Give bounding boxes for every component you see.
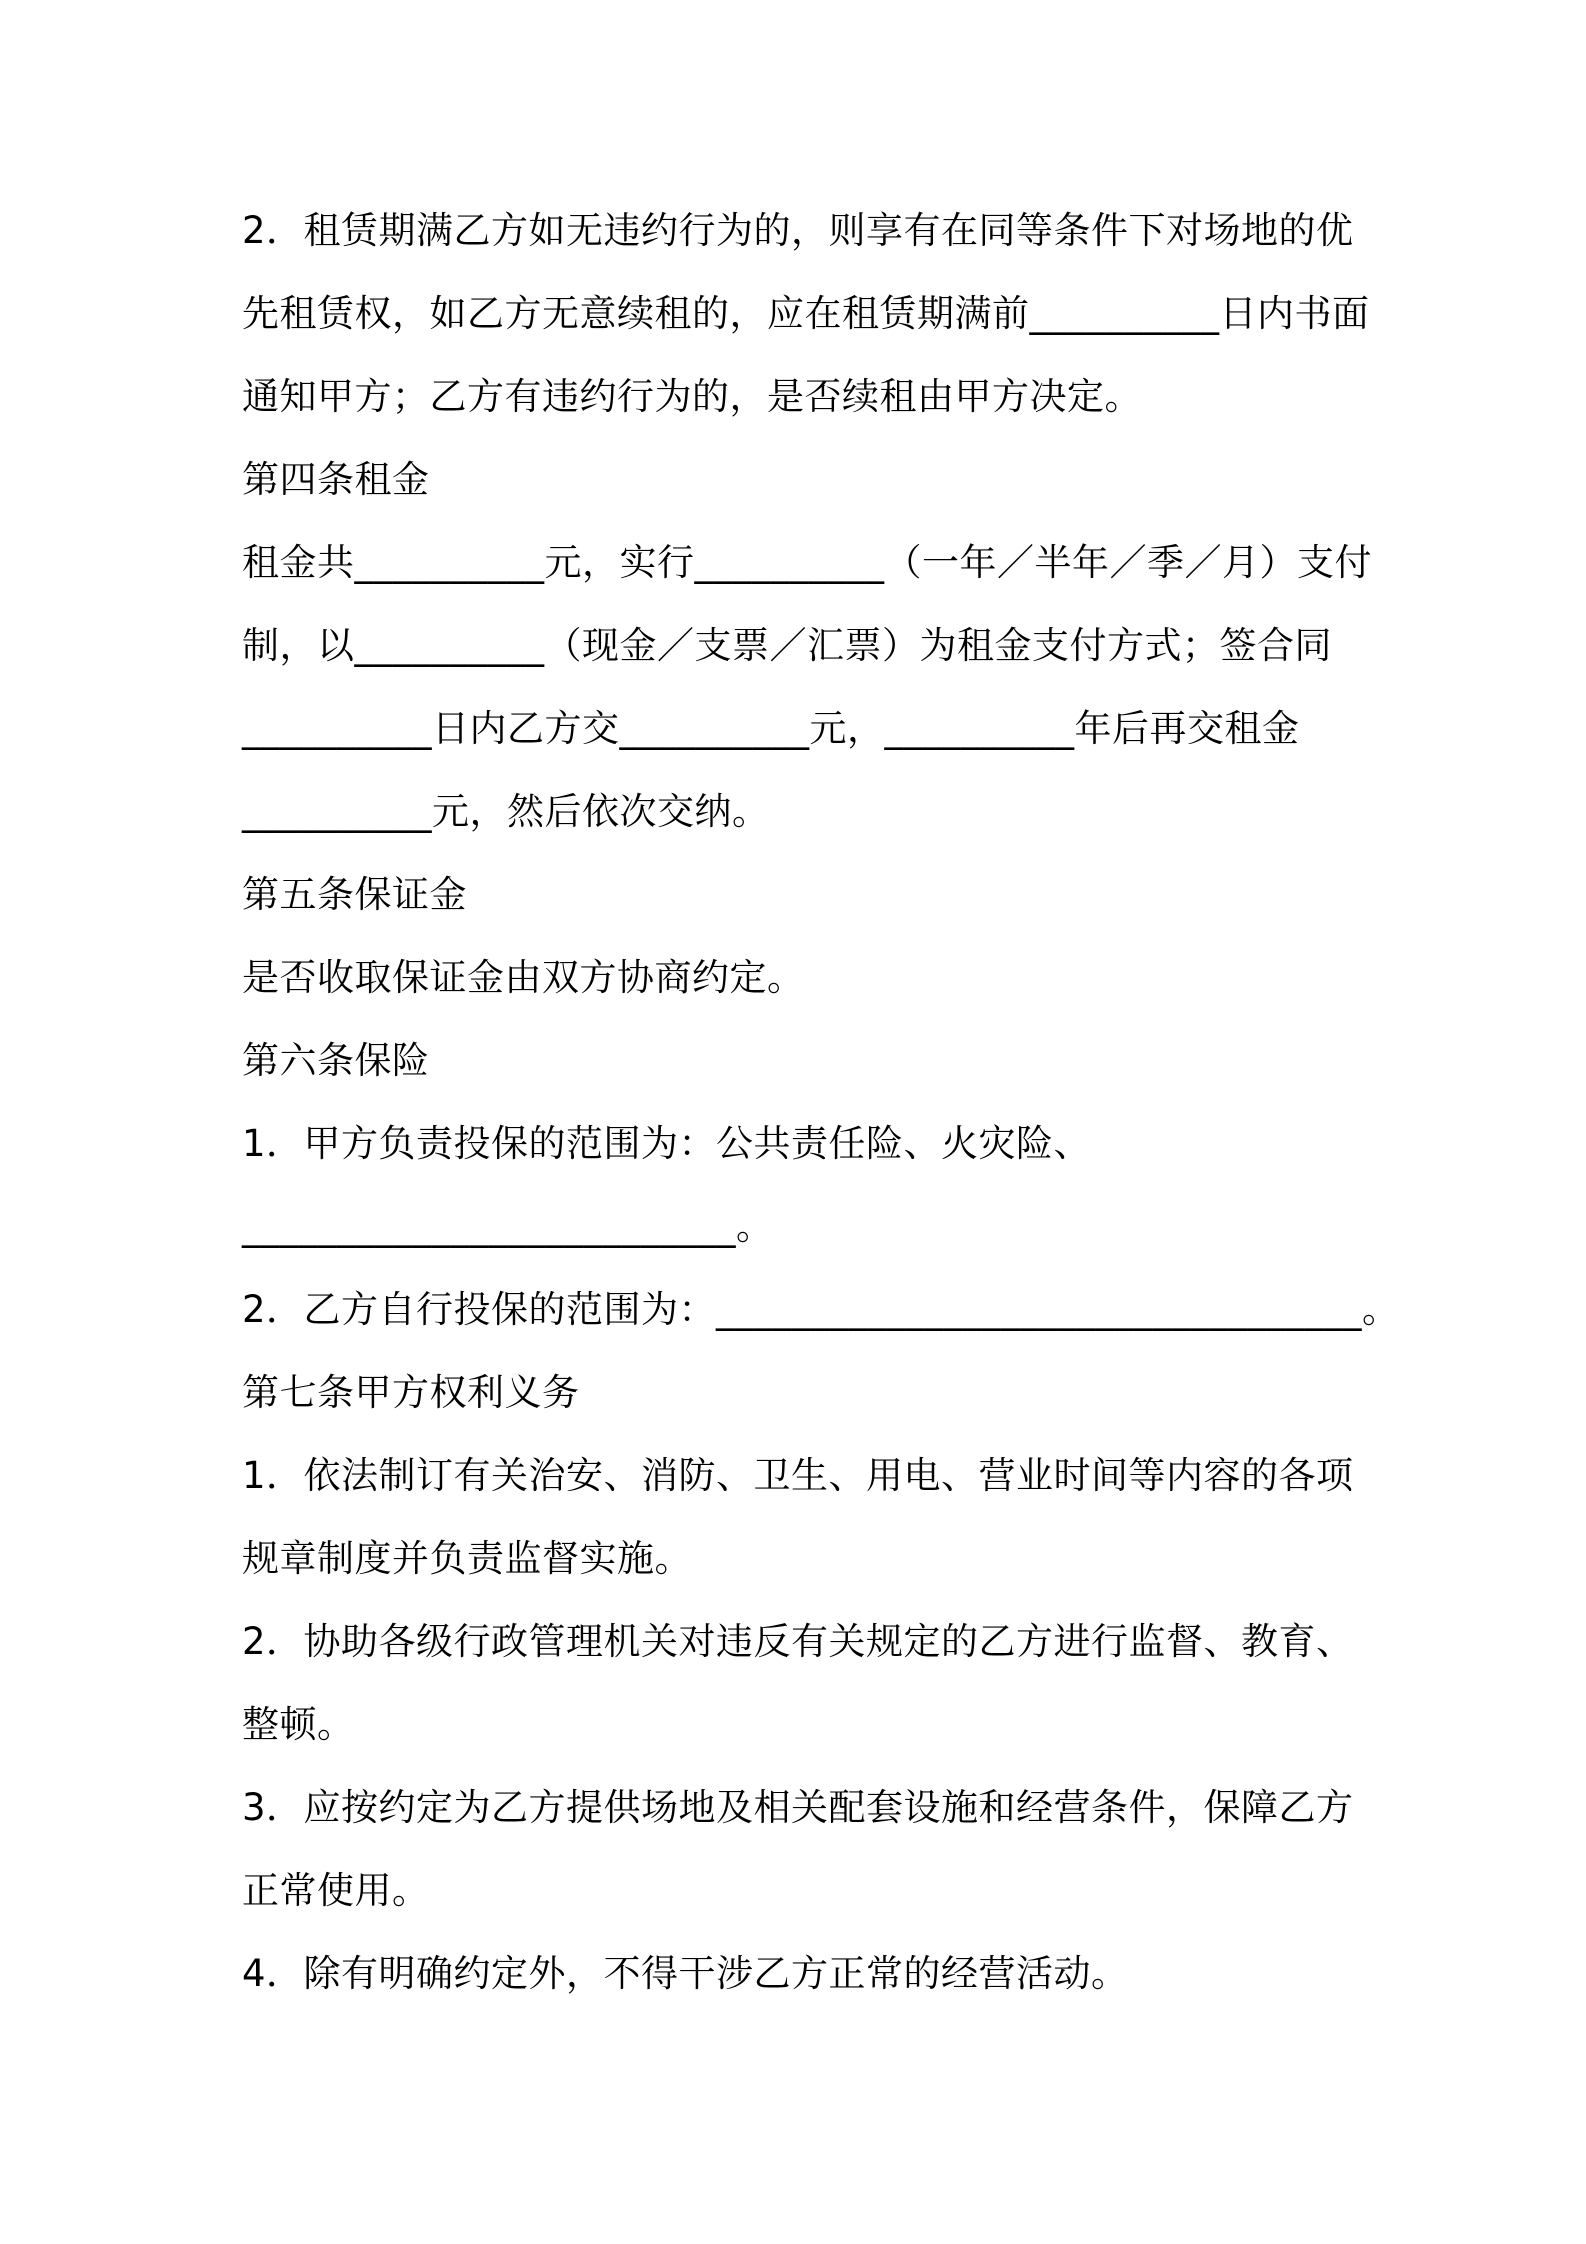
text-line: __________元，然后依次交纳。 <box>242 790 770 833</box>
text-line: 正常使用。 <box>242 1869 430 1912</box>
text-line: 2．乙方自行投保的范围为：__________________________________。 <box>242 1288 1400 1331</box>
text-line: 1．依法制订有关治安、消防、卫生、用电、营业时间等内容的各项 <box>242 1454 1354 1497</box>
text-line: __________________________。 <box>242 1205 774 1248</box>
text-line: 通知甲方；乙方有违约行为的，是否续租由甲方决定。 <box>242 375 1142 418</box>
section-heading: 第五条保证金 <box>242 873 467 916</box>
text-line: 2．租赁期满乙方如无违约行为的，则享有在同等条件下对场地的优 <box>242 209 1354 252</box>
text-line: 制，以__________（现金／支票／汇票）为租金支付方式；签合同 <box>242 624 1332 667</box>
text-line: 2．协助各级行政管理机关对违反有关规定的乙方进行监督、教育、 <box>242 1620 1354 1663</box>
text-line: 整顿。 <box>242 1703 355 1746</box>
text-line: 4．除有明确约定外，不得干涉乙方正常的经营活动。 <box>242 1952 1129 1995</box>
text-line: 是否收取保证金由双方协商约定。 <box>242 956 805 999</box>
text-line: 1．甲方负责投保的范围为：公共责任险、火灾险、 <box>242 1122 1092 1165</box>
text-line: 3．应按约定为乙方提供场地及相关配套设施和经营条件，保障乙方 <box>242 1786 1354 1829</box>
section-heading: 第四条租金 <box>242 458 430 501</box>
section-heading: 第六条保险 <box>242 1039 430 1082</box>
text-line: 规章制度并负责监督实施。 <box>242 1537 692 1580</box>
section-heading: 第七条甲方权利义务 <box>242 1371 580 1414</box>
text-line: 租金共__________元，实行__________（一年／半年／季／月）支付 <box>242 541 1372 584</box>
text-line: 先租赁权，如乙方无意续租的，应在租赁期满前__________日内书面 <box>242 292 1370 335</box>
text-line: __________日内乙方交__________元，__________年后再交租金 <box>242 707 1300 750</box>
